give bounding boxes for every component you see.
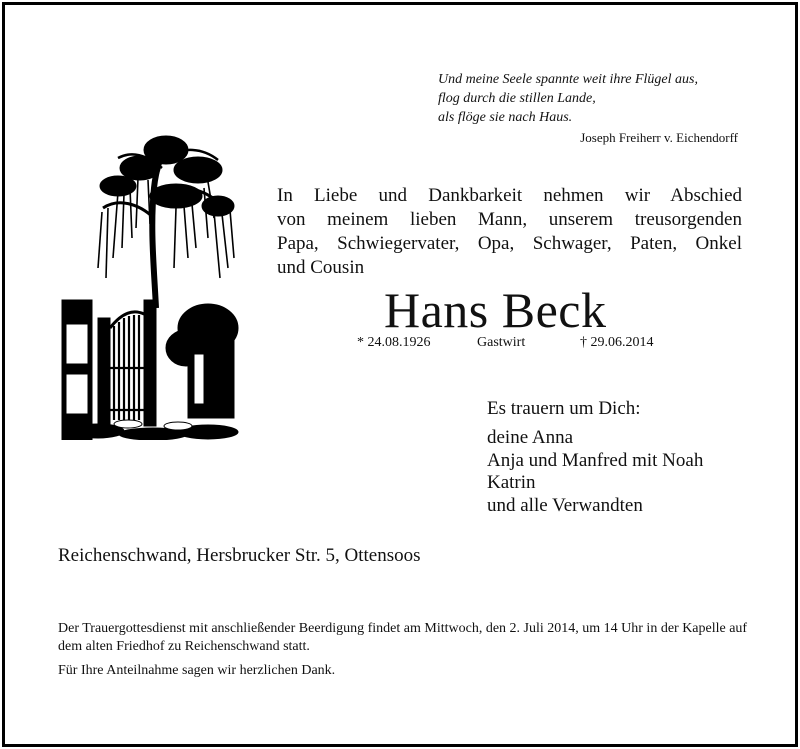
farewell-line: Papa, Schwiegervater, Opa, Schwager, Paten, Onkel [277, 233, 742, 254]
poem-author: Joseph Freiherr v. Eichendorff [580, 130, 738, 145]
farewell-line: von meinem lieben Mann, unserem treusorgenden [277, 209, 742, 230]
thanks-note: Für Ihre Anteilnahme sagen wir herzlichen Dank. [58, 663, 336, 678]
deceased-name: Hans Beck [384, 282, 607, 338]
mourner-name: Katrin [487, 472, 536, 493]
poem-line: Und meine Seele spannte weit ihre Flügel aus, [438, 72, 698, 87]
birch-tree-garden-gate-icon [58, 128, 243, 440]
farewell-line: In Liebe und Dankbarkeit nehmen wir Abschied [277, 185, 742, 206]
poem-line: als flöge sie nach Haus. [438, 110, 573, 125]
mourners-list [487, 427, 703, 517]
occupation: Gastwirt [477, 335, 526, 350]
mourner-name: und alle Verwandten [487, 494, 643, 516]
birth-date: * 24.08.1926 [357, 335, 431, 350]
mourner-name: Anja und Manfred mit Noah [487, 449, 704, 471]
farewell-text [277, 184, 742, 280]
funeral-service-info: Der Trauergottesdienst mit anschließender Beerdigung findet am Mittwoch, den 2. Juli 2014, um 14 Uhr in der Kapelle auf dem alten Friedhof zu Reichenschwand statt. [58, 621, 748, 654]
family-address: Reichenschwand, Hersbrucker Str. 5, Ottensoos [58, 545, 421, 566]
farewell-line: und Cousin [277, 257, 365, 278]
death-date: † 29.06.2014 [580, 335, 654, 350]
mourner-name: deine Anna [487, 427, 574, 448]
mourners-heading: Es trauern um Dich: [487, 398, 641, 419]
poem-line: flog durch die stillen Lande, [438, 91, 596, 106]
poem-quote [438, 70, 768, 147]
